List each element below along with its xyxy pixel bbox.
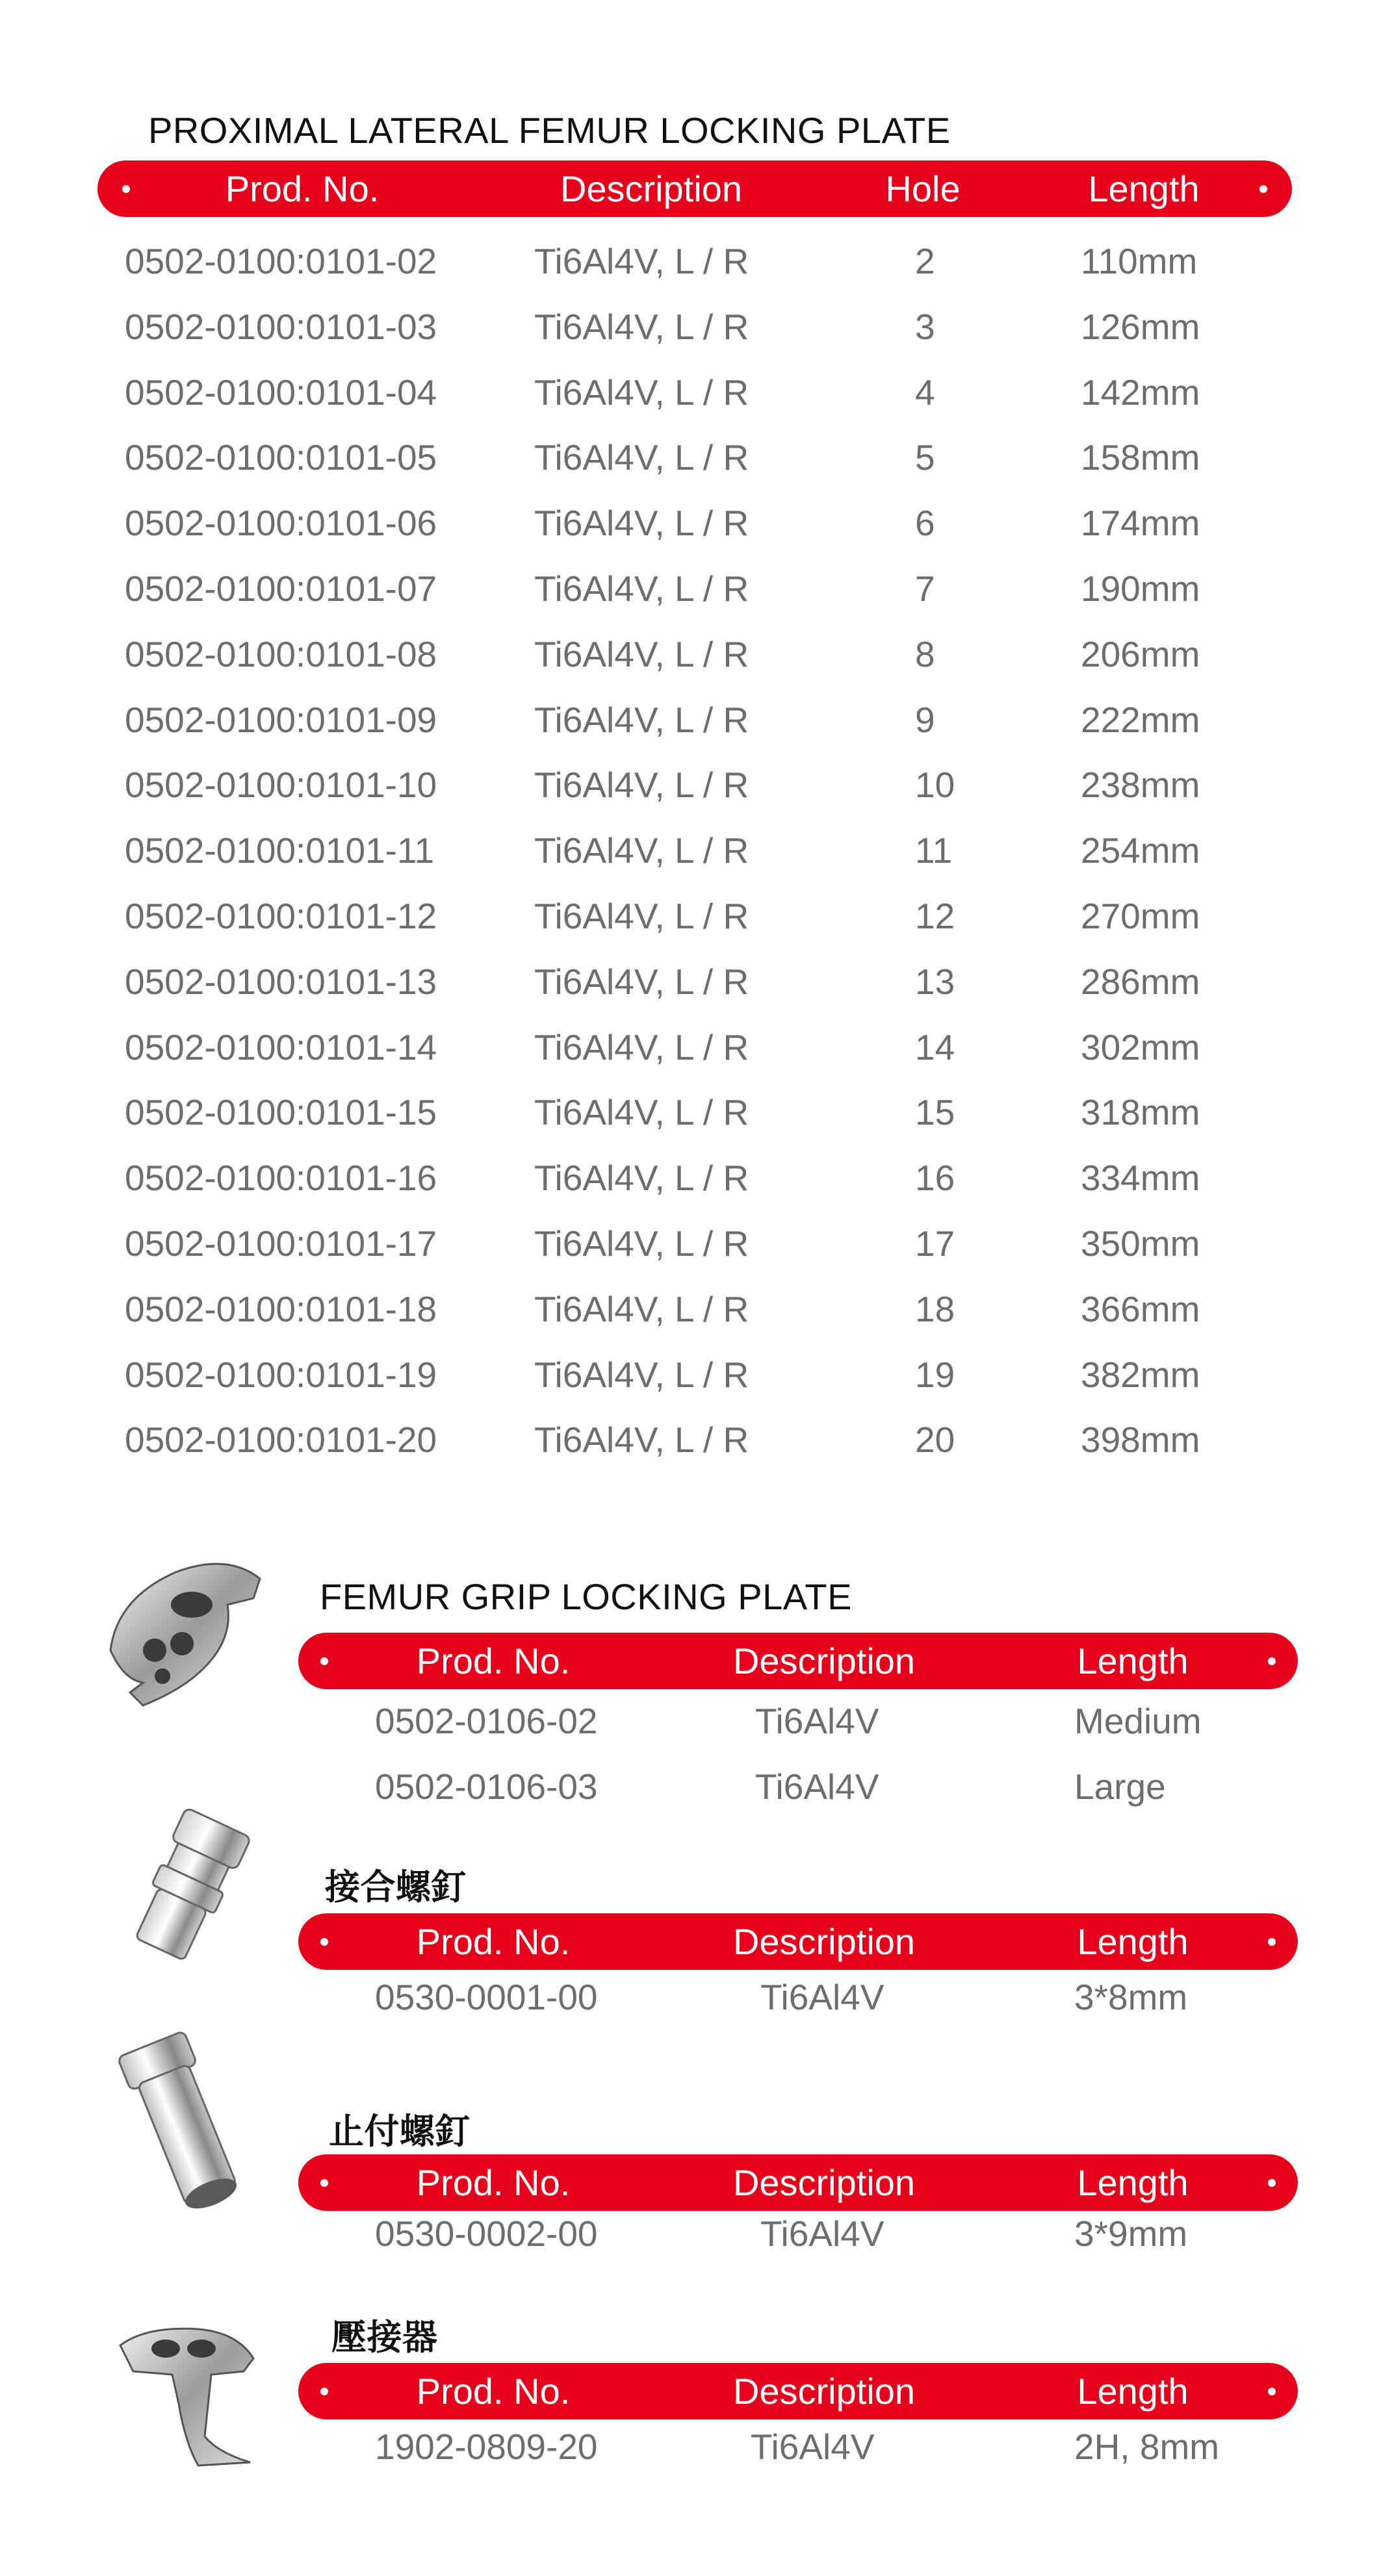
header-dot-right	[1268, 1657, 1276, 1665]
cell-prod-no: 0502-0100:0101-13	[125, 961, 437, 1002]
cell-prod-no: 0530-0001-00	[375, 1977, 598, 2017]
header-prod-no: Prod. No.	[225, 168, 380, 209]
cell-prod-no: 0502-0106-02	[375, 1701, 598, 1741]
cell-prod-no: 0502-0100:0101-11	[125, 830, 435, 871]
cell-description: Ti6Al4V, L / R	[534, 372, 749, 413]
header-dot-left	[320, 2388, 328, 2395]
cell-hole: 4	[915, 372, 935, 413]
cell-description: Ti6Al4V, L / R	[534, 241, 749, 281]
cell-length: 3*9mm	[1074, 2213, 1188, 2254]
header-description: Description	[560, 168, 743, 209]
header-prod-no: Prod. No.	[416, 2162, 571, 2203]
cell-description: Ti6Al4V, L / R	[534, 699, 749, 740]
cell-hole: 3	[915, 306, 935, 347]
cell-length: 2H, 8mm	[1074, 2427, 1220, 2467]
joint-screw-icon	[114, 1803, 263, 1972]
cell-prod-no: 0502-0100:0101-03	[125, 306, 437, 347]
cell-hole: 9	[915, 699, 935, 740]
header-length: Length	[1077, 2371, 1189, 2412]
cell-description: Ti6Al4V, L / R	[534, 306, 749, 347]
cell-hole: 13	[915, 961, 955, 1002]
section2-title: FEMUR GRIP LOCKING PLATE	[320, 1576, 852, 1617]
cell-prod-no: 0502-0100:0101-06	[125, 503, 437, 544]
cell-description: Ti6Al4V, L / R	[534, 1420, 749, 1460]
section5-header-bar	[298, 2363, 1298, 2419]
cell-hole: 14	[915, 1027, 955, 1067]
header-dot-left	[320, 2179, 328, 2187]
cell-hole: 18	[915, 1288, 955, 1329]
femur-grip-plate-icon	[97, 1553, 273, 1709]
cell-length: 382mm	[1081, 1354, 1200, 1395]
header-dot-left	[320, 1938, 328, 1946]
header-length: Length	[1088, 168, 1200, 209]
cell-length: 110mm	[1081, 241, 1198, 281]
header-dot-left	[320, 1657, 328, 1665]
cell-hole: 6	[915, 503, 935, 544]
cell-prod-no: 0502-0100:0101-18	[125, 1288, 437, 1329]
cell-prod-no: 0502-0100:0101-05	[125, 437, 437, 478]
header-description: Description	[732, 1921, 916, 1962]
set-screw-icon	[110, 2024, 260, 2219]
cell-length: 142mm	[1081, 372, 1200, 413]
cell-length: 318mm	[1081, 1092, 1200, 1133]
cell-length: 174mm	[1081, 503, 1200, 544]
cell-description: Ti6Al4V, L / R	[534, 830, 749, 871]
cell-prod-no: 0502-0100:0101-20	[125, 1420, 437, 1460]
cell-length: 238mm	[1081, 765, 1200, 806]
section1-header-bar	[97, 160, 1292, 217]
cell-description: Ti6Al4V, L / R	[534, 961, 749, 1002]
cell-description: Ti6Al4V	[751, 2427, 875, 2467]
cell-prod-no: 0502-0100:0101-02	[125, 241, 437, 281]
cell-prod-no: 0502-0100:0101-17	[125, 1223, 437, 1264]
cell-prod-no: 0502-0100:0101-15	[125, 1092, 437, 1133]
cell-hole: 11	[915, 830, 953, 871]
cell-hole: 7	[915, 568, 935, 609]
cell-hole: 5	[915, 437, 935, 478]
cell-length: Medium	[1074, 1701, 1202, 1741]
cell-length: 3*8mm	[1074, 1977, 1188, 2017]
cell-description: Ti6Al4V, L / R	[534, 633, 749, 674]
cell-description: Ti6Al4V, L / R	[534, 896, 749, 936]
cell-length: 254mm	[1081, 830, 1200, 871]
cell-prod-no: 0502-0100:0101-04	[125, 372, 437, 413]
cell-length: 302mm	[1081, 1027, 1200, 1067]
section4-header-bar	[298, 2154, 1298, 2211]
header-length: Length	[1077, 2162, 1189, 2203]
header-description: Description	[732, 1640, 916, 1681]
cell-length: Large	[1074, 1766, 1166, 1807]
header-prod-no: Prod. No.	[416, 1921, 571, 1962]
cell-hole: 20	[915, 1420, 955, 1460]
cell-description: Ti6Al4V, L / R	[534, 1092, 749, 1133]
cell-prod-no: 0502-0100:0101-07	[125, 568, 437, 609]
cell-description: Ti6Al4V, L / R	[534, 437, 749, 478]
cell-prod-no: 0502-0100:0101-14	[125, 1027, 437, 1067]
header-prod-no: Prod. No.	[416, 2371, 571, 2412]
cell-hole: 17	[915, 1223, 955, 1264]
cell-prod-no: 1902-0809-20	[375, 2427, 598, 2467]
cell-length: 158mm	[1081, 437, 1200, 478]
header-dot-right	[1268, 2388, 1276, 2395]
cell-description: Ti6Al4V, L / R	[534, 1027, 749, 1067]
compressor-icon	[107, 2313, 263, 2469]
cell-description: Ti6Al4V, L / R	[534, 1158, 749, 1199]
cell-prod-no: 0530-0002-00	[375, 2213, 598, 2254]
cell-hole: 16	[915, 1158, 955, 1199]
header-dot-right	[1259, 185, 1267, 193]
cell-hole: 15	[915, 1092, 955, 1133]
cell-length: 334mm	[1081, 1158, 1200, 1199]
section4-title: 止付螺釘	[329, 2111, 471, 2152]
cell-length: 366mm	[1081, 1288, 1200, 1329]
cell-description: Ti6Al4V, L / R	[534, 1223, 749, 1264]
cell-length: 126mm	[1081, 306, 1200, 347]
cell-prod-no: 0502-0100:0101-09	[125, 699, 437, 740]
section3-title: 接合螺釘	[325, 1867, 467, 1907]
cell-description: Ti6Al4V	[755, 1766, 879, 1807]
header-prod-no: Prod. No.	[416, 1640, 571, 1681]
header-description: Description	[732, 2371, 916, 2412]
header-length: Length	[1077, 1640, 1189, 1681]
header-dot-right	[1268, 1938, 1276, 1946]
section1-title: PROXIMAL LATERAL FEMUR LOCKING PLATE	[148, 110, 951, 151]
cell-description: Ti6Al4V	[755, 1701, 879, 1741]
header-dot-left	[122, 185, 130, 193]
cell-hole: 8	[915, 633, 935, 674]
cell-description: Ti6Al4V, L / R	[534, 568, 749, 609]
cell-length: 222mm	[1081, 699, 1200, 740]
cell-description: Ti6Al4V	[760, 1977, 884, 2017]
cell-prod-no: 0502-0100:0101-16	[125, 1158, 437, 1199]
cell-hole: 19	[915, 1354, 955, 1395]
section2-header-bar	[298, 1633, 1298, 1689]
cell-description: Ti6Al4V, L / R	[534, 503, 749, 544]
header-description: Description	[732, 2162, 916, 2203]
cell-length: 190mm	[1081, 568, 1200, 609]
cell-prod-no: 0502-0100:0101-12	[125, 896, 437, 936]
cell-description: Ti6Al4V, L / R	[534, 1288, 749, 1329]
header-hole: Hole	[885, 168, 961, 209]
cell-length: 286mm	[1081, 961, 1200, 1002]
section3-header-bar	[298, 1913, 1298, 1970]
cell-length: 270mm	[1081, 896, 1200, 936]
cell-prod-no: 0502-0100:0101-19	[125, 1354, 437, 1395]
cell-length: 350mm	[1081, 1223, 1200, 1264]
cell-length: 398mm	[1081, 1420, 1200, 1460]
section5-title: 壓接器	[331, 2317, 438, 2358]
cell-description: Ti6Al4V, L / R	[534, 765, 749, 806]
cell-hole: 2	[915, 241, 935, 281]
cell-length: 206mm	[1081, 633, 1200, 674]
header-length: Length	[1077, 1921, 1189, 1962]
cell-prod-no: 0502-0100:0101-08	[125, 633, 437, 674]
cell-description: Ti6Al4V	[760, 2213, 884, 2254]
cell-prod-no: 0502-0106-03	[375, 1766, 598, 1807]
cell-description: Ti6Al4V, L / R	[534, 1354, 749, 1395]
cell-hole: 12	[915, 896, 955, 936]
cell-hole: 10	[915, 765, 955, 806]
cell-prod-no: 0502-0100:0101-10	[125, 765, 437, 806]
header-dot-right	[1268, 2179, 1276, 2187]
